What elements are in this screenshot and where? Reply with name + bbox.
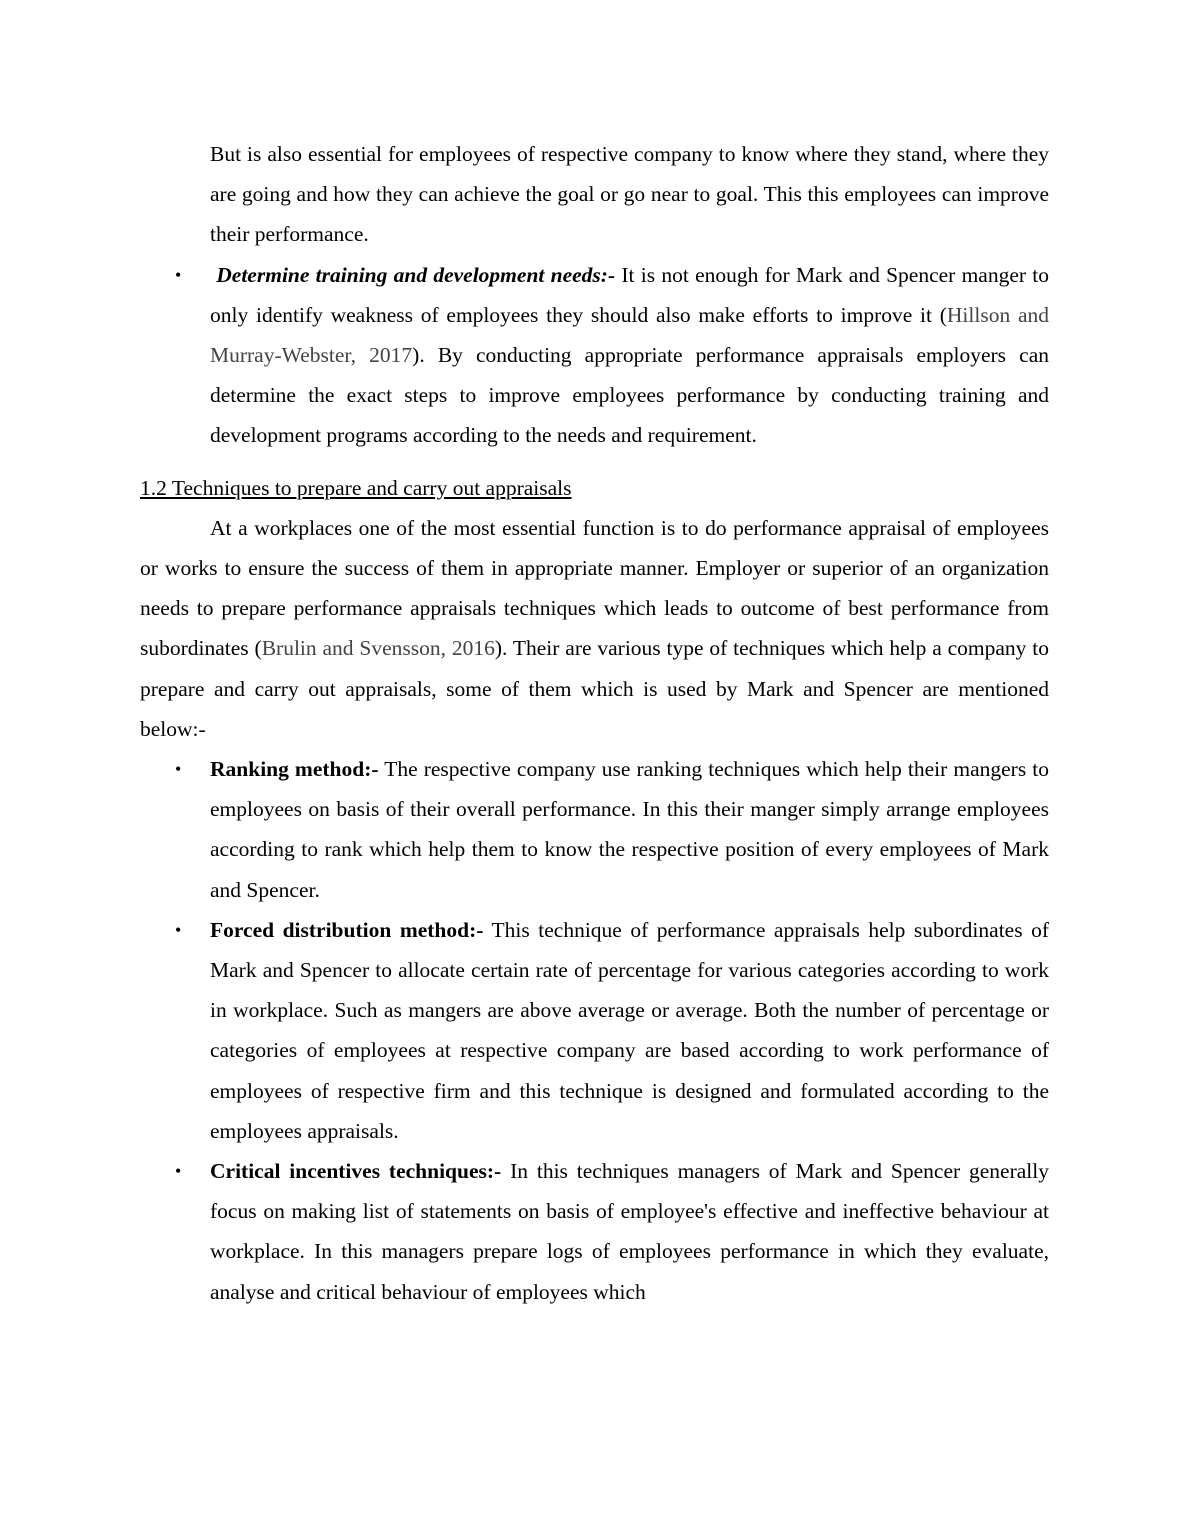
forced-distribution-lead: Forced distribution method:- bbox=[210, 917, 484, 942]
bullet-critical-incentives bbox=[140, 1151, 1049, 1312]
critical-incentives-lead: Critical incentives techniques:- bbox=[210, 1159, 502, 1184]
intro-continuation-paragraph: But is also essential for employees of respective company to know where they stand, where they are going and how they can achieve the goal or go near to goal. This this employees can improve their performance. bbox=[210, 142, 1049, 247]
techniques-bullet-list bbox=[140, 749, 1049, 1312]
section-paragraph bbox=[140, 508, 1049, 749]
ranking-method-text: The respective company use ranking techniques which help their mangers to employees on basis of their overall performance. In this their manger simply arrange employees according to rank which help them to know the respective position of every employees of Mark and Spencer. bbox=[210, 757, 1049, 902]
bullet-ranking-method bbox=[140, 749, 1049, 910]
section-para-text-before-cite: At a workplaces one of the most essential function is to do performance appraisal of employees or works to ensure the success of them in appropriate manner. Employer or superior of an organization needs to prepare performance appraisals techniques which leads to outcome of best performance from subordinates ( bbox=[140, 515, 1049, 661]
bullet-training-needs bbox=[140, 255, 1049, 456]
training-bullet-list bbox=[140, 255, 1049, 456]
training-needs-text-before-cite: It is not enough for Mark and Spencer manger to only identify weakness of employees they should also make efforts to improve it ( bbox=[210, 262, 1050, 327]
bullet-icon: • bbox=[175, 1161, 182, 1182]
ranking-method-lead: Ranking method:- bbox=[210, 757, 379, 782]
training-needs-citation: Hillson and Murray-Webster, 2017 bbox=[210, 302, 1050, 368]
bullet-icon: • bbox=[175, 759, 182, 780]
section-para-citation: Brulin and Svensson, 2016 bbox=[261, 636, 495, 661]
section-para-text-after-cite: ). Their are various type of techniques which help a company to prepare and carry out appraisals, some of them which is used by Mark and Spencer are mentioned below:- bbox=[140, 636, 1050, 741]
training-needs-lead: Determine training and development needs:- bbox=[216, 262, 616, 287]
document-page bbox=[140, 134, 1049, 1312]
section-heading: 1.2 Techniques to prepare and carry out appraisals bbox=[140, 475, 572, 500]
forced-distribution-text: This technique of performance appraisals help subordinates of Mark and Spencer to allocate certain rate of percentage for various categories according to work in workplace. Such as mangers are above average or average. Both the number of percentage or categories of employees at respective company are based according to work performance of employees of respective firm and this technique is designed and formulated according to the employees appraisals. bbox=[210, 917, 1049, 1143]
training-needs-text-after-cite: ). By conducting appropriate performance appraisals employers can determine the exact steps to improve employees performance by conducting training and development programs according to the needs and requirement. bbox=[210, 343, 1049, 448]
bullet-forced-distribution bbox=[140, 910, 1049, 1151]
bullet-icon: • bbox=[175, 264, 182, 285]
bullet-icon: • bbox=[175, 919, 182, 940]
critical-incentives-text: In this techniques managers of Mark and Spencer generally focus on making list of statements on basis of employee's effective and ineffective behaviour at workplace. In this managers prepare logs of employees performance in which they evaluate, analyse and critical behaviour of employees which bbox=[210, 1159, 1049, 1304]
